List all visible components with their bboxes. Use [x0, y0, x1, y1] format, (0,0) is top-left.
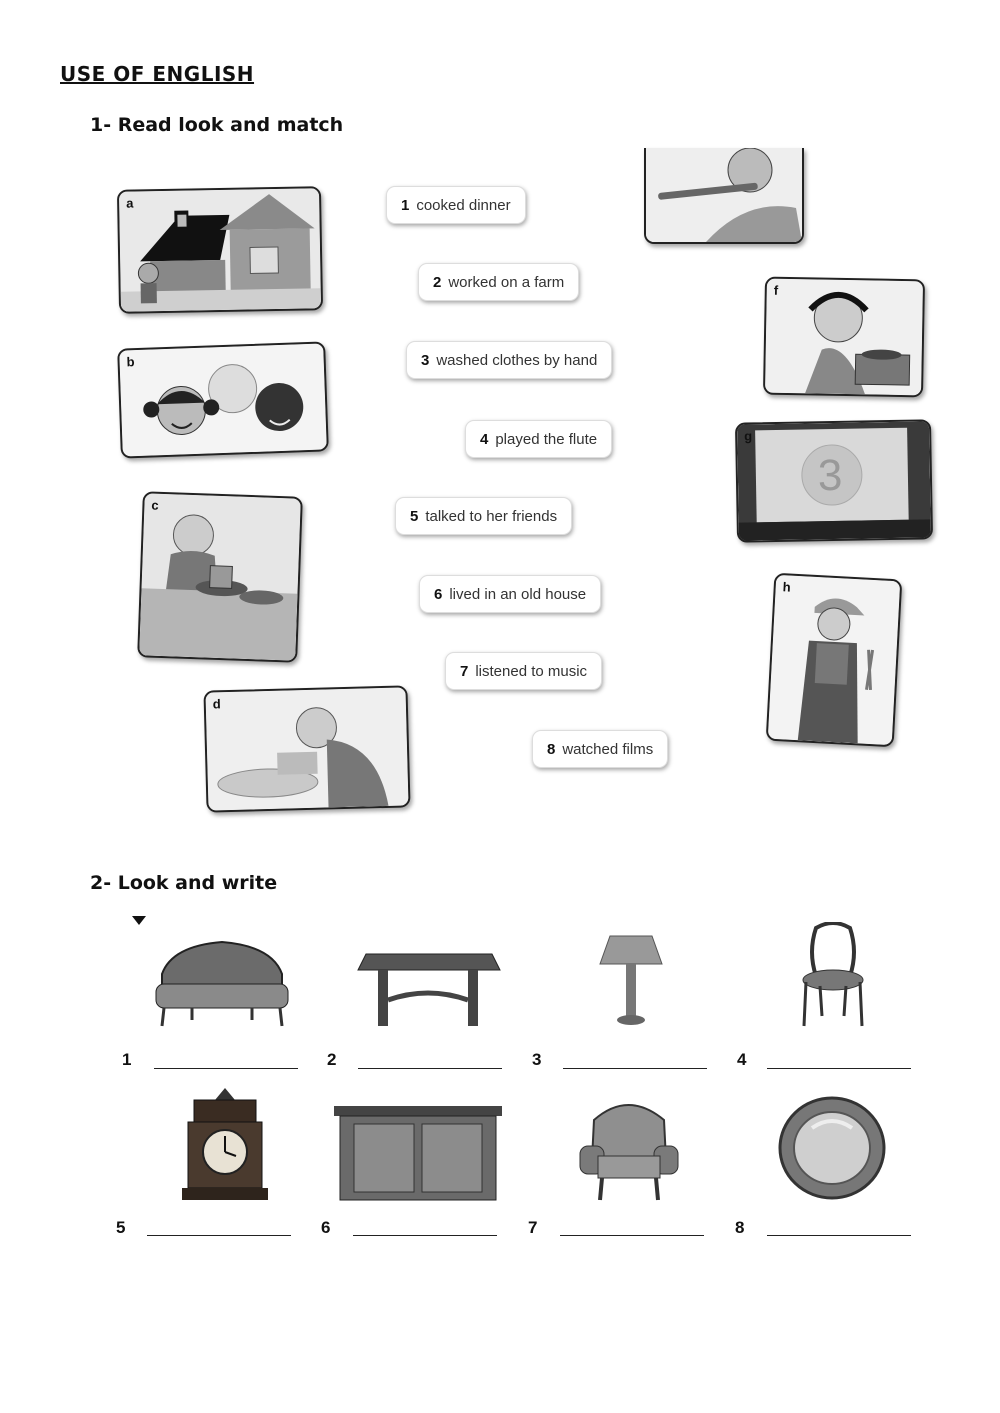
- chair-icon: [796, 922, 870, 1030]
- music-icon: [765, 279, 923, 396]
- phrase-text: talked to her friends: [425, 507, 558, 525]
- lamp-icon: [596, 932, 666, 1028]
- section1-heading: 1- Read look and match: [90, 114, 344, 136]
- item-number: 7: [528, 1218, 538, 1237]
- phrase-text: played the flute: [495, 430, 598, 448]
- card-flute: [644, 148, 804, 244]
- card-f-music: [763, 277, 925, 398]
- answer-line-1[interactable]: [154, 1068, 298, 1069]
- card-c-cooking: [137, 491, 303, 662]
- card-letter: f: [773, 282, 779, 298]
- flute-icon: [646, 148, 802, 242]
- cupboard-icon: [334, 1106, 502, 1202]
- phrase-number: 4: [480, 430, 489, 448]
- sofa-icon: [152, 934, 292, 1030]
- phrase-text: lived in an old house: [449, 585, 587, 603]
- card-a-house: [117, 186, 323, 314]
- phrase-text: worked on a farm: [448, 273, 565, 291]
- phrase-3[interactable]: [406, 341, 612, 379]
- answer-line-7[interactable]: [560, 1235, 704, 1236]
- card-b-friends: [117, 341, 329, 458]
- card-letter: g: [744, 428, 753, 444]
- item-number: 5: [116, 1218, 126, 1237]
- phrase-2[interactable]: [418, 263, 579, 301]
- phrase-number: 5: [410, 507, 419, 525]
- phrase-number: 2: [433, 273, 442, 291]
- house-icon: [119, 188, 321, 311]
- item-number: 2: [327, 1050, 337, 1069]
- card-d-washing: [203, 685, 410, 812]
- mirror-icon: [776, 1094, 888, 1202]
- phrase-number: 3: [421, 351, 430, 369]
- phrase-text: watched films: [562, 740, 654, 758]
- phrase-text: washed clothes by hand: [436, 351, 598, 369]
- card-letter: c: [151, 497, 159, 513]
- phrase-1[interactable]: [386, 186, 526, 224]
- phrase-text: cooked dinner: [416, 196, 511, 214]
- phrase-6[interactable]: [419, 575, 601, 613]
- table-icon: [356, 944, 502, 1030]
- card-letter: d: [212, 696, 221, 712]
- farmer-icon: [768, 575, 900, 745]
- phrase-text: listened to music: [475, 662, 588, 680]
- clock-icon: [180, 1086, 270, 1202]
- phrase-5[interactable]: [395, 497, 572, 535]
- armchair-icon: [576, 1090, 682, 1202]
- phrase-number: 7: [460, 662, 469, 680]
- item-number: 4: [737, 1050, 747, 1069]
- phrase-4[interactable]: [465, 420, 612, 458]
- phrase-8[interactable]: [532, 730, 668, 768]
- friends-icon: [119, 343, 327, 456]
- answer-line-2[interactable]: [358, 1068, 502, 1069]
- section2-heading: 2- Look and write: [90, 872, 278, 894]
- answer-line-6[interactable]: [353, 1235, 497, 1236]
- phrase-7[interactable]: [445, 652, 602, 690]
- page-title: USE OF ENGLISH: [60, 62, 255, 86]
- answer-line-5[interactable]: [147, 1235, 291, 1236]
- item-number: 8: [735, 1218, 745, 1237]
- card-h-farmer: [766, 573, 903, 747]
- screen-number: 3: [817, 450, 843, 501]
- phrase-number: 1: [401, 196, 410, 214]
- card-letter: b: [126, 354, 135, 370]
- phrase-number: 8: [547, 740, 556, 758]
- item-number: 3: [532, 1050, 542, 1069]
- card-g-films: [735, 419, 933, 542]
- washing-icon: [205, 687, 408, 810]
- answer-line-4[interactable]: [767, 1068, 911, 1069]
- phrase-number: 6: [434, 585, 443, 603]
- answer-line-8[interactable]: [767, 1235, 911, 1236]
- card-letter: a: [126, 195, 134, 211]
- item-number: 6: [321, 1218, 331, 1237]
- item-number: 1: [122, 1050, 132, 1069]
- cooking-icon: [139, 493, 301, 660]
- answer-line-3[interactable]: [563, 1068, 707, 1069]
- card-letter: h: [782, 579, 792, 595]
- triangle-marker-icon: [132, 916, 146, 925]
